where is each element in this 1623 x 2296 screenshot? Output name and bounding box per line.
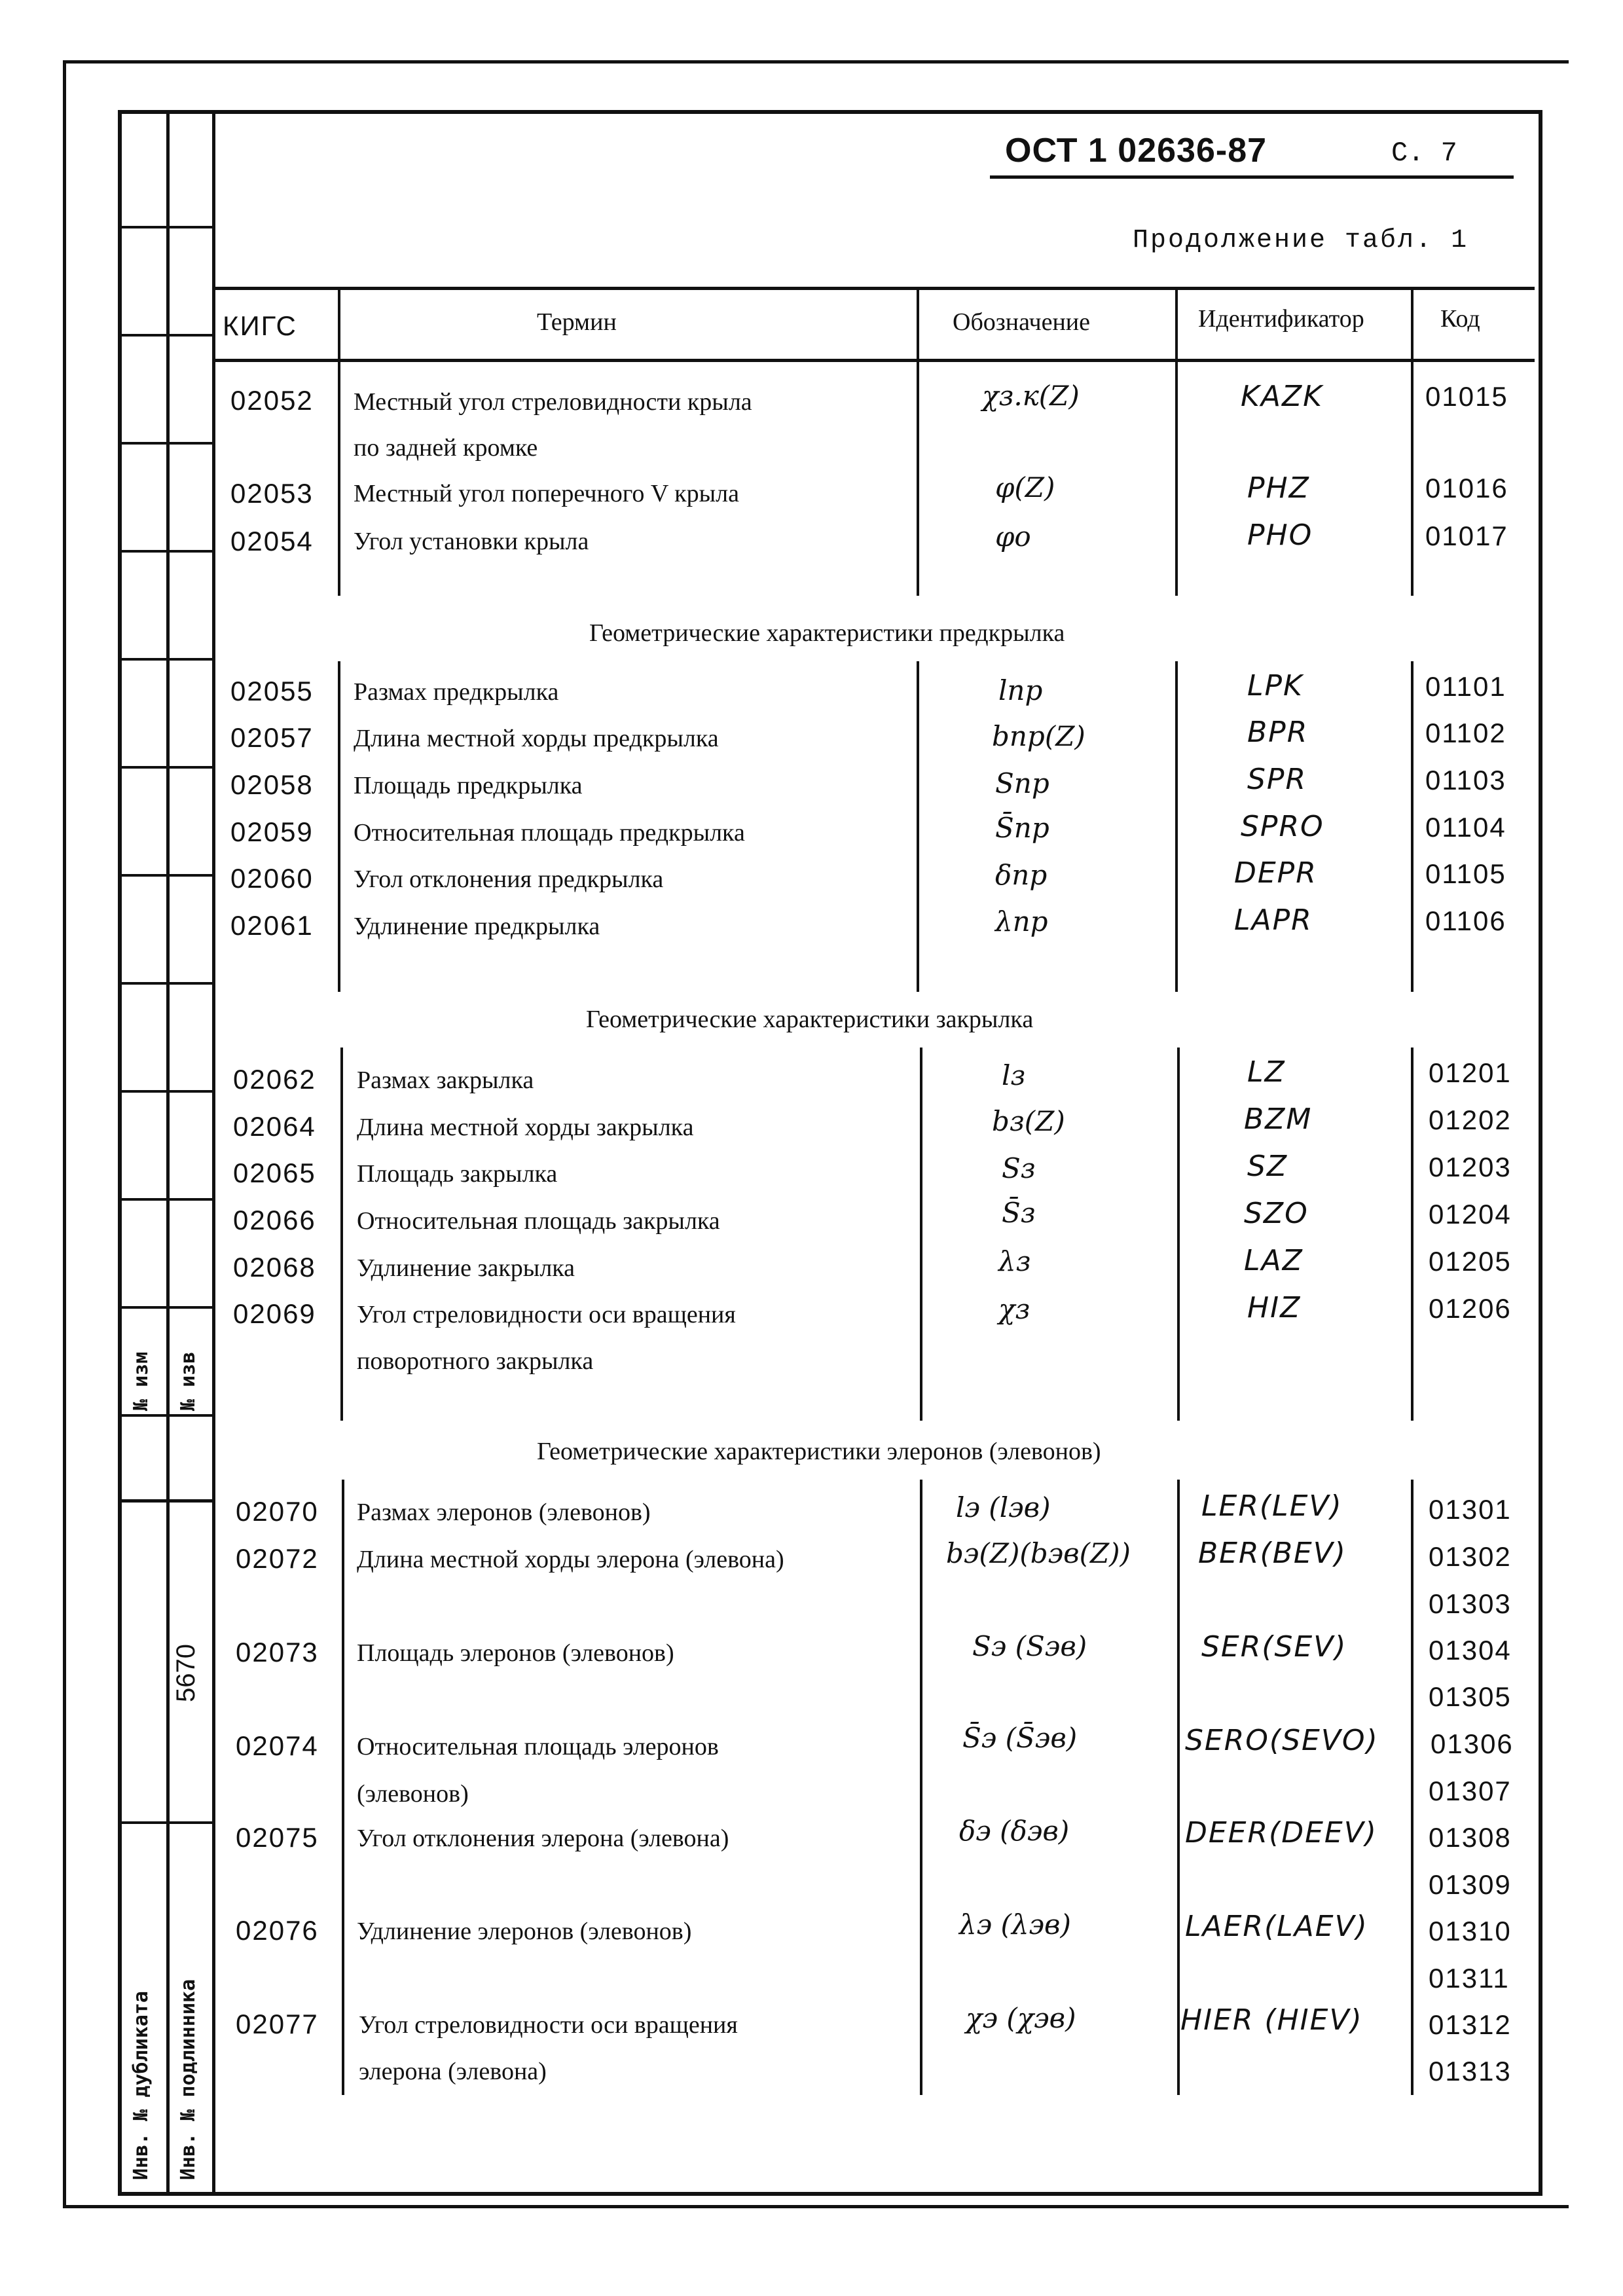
sidebar-original-inv-value: 5670 <box>172 1644 200 1702</box>
identifier-cell: KAZK <box>1241 380 1323 413</box>
kigs-cell: 02060 <box>230 863 314 894</box>
col-sep <box>338 661 340 992</box>
col-sep <box>338 360 340 596</box>
identifier-cell: HIER (HIEV) <box>1180 2003 1363 2037</box>
term-cell: Длина местной хорды предкрылка <box>354 725 719 752</box>
code-cell: 01206 <box>1429 1293 1512 1324</box>
code-cell: 01101 <box>1425 671 1506 702</box>
sidebar-divider-2 <box>212 110 215 2192</box>
code-cell: 01306 <box>1431 1728 1514 1759</box>
col-sep <box>338 288 340 360</box>
sidebar-tick <box>122 334 212 337</box>
kigs-cell: 02053 <box>230 478 314 509</box>
kigs-cell: 02065 <box>233 1157 316 1188</box>
term-cell: Относительная площадь предкрылка <box>354 819 745 847</box>
code-cell: 01307 <box>1429 1776 1512 1806</box>
sidebar-tick <box>122 550 212 553</box>
sidebar-change-no: № изм <box>130 1351 153 1411</box>
symbol-cell: lэ (lэв) <box>956 1491 1051 1523</box>
identifier-cell: SPR <box>1247 763 1307 796</box>
kigs-cell: 02064 <box>233 1111 316 1142</box>
kigs-cell: 02077 <box>236 2009 319 2039</box>
code-cell: 01309 <box>1429 1869 1512 1900</box>
term-cell: Местный угол поперечного V крыла <box>354 480 739 507</box>
col-sep <box>1175 288 1178 360</box>
code-cell: 01308 <box>1429 1822 1512 1853</box>
code-cell: 01016 <box>1425 473 1508 503</box>
sidebar-divider-1 <box>166 110 170 2192</box>
sidebar-tick <box>122 1306 212 1309</box>
sidebar-tick <box>122 226 212 228</box>
symbol-cell: bпр(Z) <box>992 720 1085 752</box>
identifier-cell: LAPR <box>1234 903 1313 937</box>
kigs-cell: 02070 <box>236 1496 319 1527</box>
term-cell: Угол отклонения элерона (элевона) <box>357 1825 729 1852</box>
col-sep <box>1175 661 1178 992</box>
sidebar-tick <box>122 1414 212 1417</box>
code-cell: 01105 <box>1425 858 1506 889</box>
term-cell: (элевонов) <box>357 1780 469 1808</box>
col-sep <box>917 288 919 360</box>
code-cell: 01311 <box>1429 1963 1510 1994</box>
code-cell: 01102 <box>1425 718 1506 748</box>
symbol-cell: λэ (λэв) <box>959 1908 1071 1941</box>
symbol-cell: δпр <box>995 859 1048 891</box>
symbol-cell: lз <box>1002 1059 1026 1091</box>
code-cell: 01015 <box>1425 381 1508 412</box>
outer-frame-bottom <box>63 2205 1569 2208</box>
term-cell: Угол отклонения предкрылка <box>354 866 664 893</box>
symbol-cell: bэ(Z)(bэв(Z)) <box>946 1537 1131 1569</box>
term-cell: Площадь элеронов (элевонов) <box>357 1639 674 1667</box>
col-header-code: Код <box>1440 305 1480 333</box>
symbol-cell: λпр <box>995 905 1048 938</box>
table-header-bottom-rule <box>212 359 1535 362</box>
kigs-cell: 02073 <box>236 1637 319 1667</box>
symbol-cell: Sпр <box>995 767 1049 799</box>
kigs-cell: 02066 <box>233 1205 316 1235</box>
code-cell: 01204 <box>1429 1199 1512 1230</box>
code-cell: 01205 <box>1429 1246 1512 1277</box>
identifier-cell: BZM <box>1244 1102 1313 1136</box>
kigs-cell: 02069 <box>233 1298 316 1329</box>
section-heading: Геометрические характеристики элеронов (элевонов) <box>537 1438 1101 1465</box>
term-cell: поворотного закрылка <box>357 1347 594 1375</box>
identifier-cell: LER(LEV) <box>1201 1489 1343 1523</box>
term-cell: Удлинение элеронов (элевонов) <box>357 1918 692 1945</box>
code-cell: 01302 <box>1429 1541 1512 1572</box>
col-sep <box>1177 1048 1180 1421</box>
col-sep <box>1411 1480 1413 2095</box>
identifier-cell: BPR <box>1247 716 1309 749</box>
term-cell: Размах элеронов (элевонов) <box>357 1499 651 1526</box>
term-cell: Удлинение закрылка <box>357 1254 575 1282</box>
kigs-cell: 02076 <box>236 1915 319 1946</box>
col-sep <box>1411 661 1413 992</box>
term-cell: Размах предкрылка <box>354 678 559 706</box>
page-number: С. 7 <box>1391 137 1457 169</box>
identifier-cell: HIZ <box>1247 1291 1302 1324</box>
identifier-cell: PHO <box>1247 519 1313 552</box>
kigs-cell: 02052 <box>230 385 314 416</box>
term-cell: Угол установки крыла <box>354 528 589 555</box>
col-header-term: Термин <box>537 308 617 336</box>
sidebar-tick <box>122 442 212 445</box>
kigs-cell: 02055 <box>230 676 314 706</box>
term-cell: Местный угол стреловидности крыла <box>354 388 752 416</box>
symbol-cell: χз <box>998 1293 1030 1325</box>
symbol-cell: S̄пр <box>995 812 1049 844</box>
identifier-cell: SPRO <box>1241 810 1324 843</box>
symbol-cell: λз <box>998 1245 1031 1277</box>
identifier-cell: PHZ <box>1247 471 1310 505</box>
code-cell: 01201 <box>1429 1057 1512 1088</box>
header-underline <box>990 175 1514 179</box>
col-sep <box>917 661 919 992</box>
term-cell: Длина местной хорды элерона (элевона) <box>357 1546 784 1573</box>
kigs-cell: 02057 <box>230 722 314 753</box>
symbol-cell: S̄з <box>1002 1197 1036 1229</box>
sidebar-tick <box>122 982 212 985</box>
identifier-cell: BER(BEV) <box>1198 1537 1347 1570</box>
term-cell: Угол стреловидности оси вращения <box>359 2011 738 2039</box>
identifier-cell: DEER(DEEV) <box>1185 1816 1377 1850</box>
sidebar-tick <box>122 874 212 877</box>
identifier-cell: SER(SEV) <box>1201 1630 1347 1664</box>
table-continuation: Продолжение табл. 1 <box>1133 226 1469 255</box>
identifier-cell: DEPR <box>1234 856 1317 890</box>
code-cell: 01106 <box>1425 905 1506 936</box>
sidebar-original-inv: Инв. № подлинника <box>177 1978 200 2180</box>
col-header-symbol: Обозначение <box>953 308 1090 336</box>
term-cell: Удлинение предкрылка <box>354 913 600 940</box>
col-header-kigs: КИГС <box>223 310 297 341</box>
sidebar-duplicate-inv: Инв. № дубликата <box>130 1991 153 2180</box>
symbol-cell: χэ (χэв) <box>966 2002 1076 2034</box>
code-cell: 01313 <box>1429 2056 1512 2086</box>
sidebar-tick <box>122 766 212 769</box>
symbol-cell: χз.к(Z) <box>982 380 1080 412</box>
code-cell: 01104 <box>1425 812 1506 843</box>
page-frame <box>118 110 1542 2196</box>
code-cell: 01203 <box>1429 1152 1512 1182</box>
symbol-cell: φo <box>995 520 1031 553</box>
identifier-cell: LPK <box>1247 669 1304 702</box>
col-sep <box>920 1048 922 1421</box>
symbol-cell: Sз <box>1002 1152 1036 1184</box>
section-heading: Геометрические характеристики закрылка <box>586 1006 1034 1033</box>
term-cell: Относительная площадь элеронов <box>357 1733 719 1760</box>
code-cell: 01303 <box>1429 1588 1512 1619</box>
symbol-cell: bз(Z) <box>992 1105 1065 1137</box>
code-cell: 01310 <box>1429 1916 1512 1946</box>
kigs-cell: 02058 <box>230 769 314 800</box>
kigs-cell: 02062 <box>233 1064 316 1095</box>
identifier-cell: LAER(LAEV) <box>1185 1910 1368 1943</box>
sidebar-block-separator <box>122 1499 212 1503</box>
col-sep <box>1411 360 1413 596</box>
term-cell: Относительная площадь закрылка <box>357 1207 720 1235</box>
kigs-cell: 02075 <box>236 1822 319 1853</box>
term-cell: Площадь закрылка <box>357 1160 558 1188</box>
sidebar-tick <box>122 1090 212 1093</box>
col-sep <box>1175 360 1178 596</box>
kigs-cell: 02074 <box>236 1730 319 1761</box>
col-sep <box>1177 1480 1180 2095</box>
outer-frame-left <box>63 60 66 2208</box>
term-cell: по задней кромке <box>354 434 538 462</box>
col-sep <box>917 360 919 596</box>
kigs-cell: 02068 <box>233 1252 316 1283</box>
sidebar-tick <box>122 1198 212 1201</box>
symbol-cell: δэ (δэв) <box>959 1815 1070 1847</box>
kigs-cell: 02059 <box>230 816 314 847</box>
sidebar-tick <box>122 1821 212 1824</box>
term-cell: элерона (элевона) <box>359 2058 547 2085</box>
kigs-cell: 02054 <box>230 526 314 556</box>
col-header-identifier: Идентификатор <box>1198 305 1364 333</box>
code-cell: 01017 <box>1425 520 1508 551</box>
code-cell: 01202 <box>1429 1104 1512 1135</box>
col-sep <box>920 1480 922 2095</box>
identifier-cell: SZO <box>1244 1197 1309 1230</box>
code-cell: 01301 <box>1429 1494 1512 1525</box>
document-code: ОСТ 1 02636-87 <box>1005 132 1267 170</box>
term-cell: Размах закрылка <box>357 1066 534 1094</box>
sidebar-tick <box>122 658 212 661</box>
outer-frame-top <box>63 60 1569 64</box>
section-heading: Геометрические характеристики предкрылка <box>589 619 1065 647</box>
symbol-cell: φ(Z) <box>995 471 1055 503</box>
term-cell: Площадь предкрылка <box>354 772 583 799</box>
col-sep <box>1411 1048 1413 1421</box>
term-cell: Длина местной хорды закрылка <box>357 1114 694 1141</box>
code-cell: 01305 <box>1429 1681 1512 1712</box>
col-sep <box>1411 288 1413 360</box>
symbol-cell: Sэ (Sэв) <box>972 1630 1087 1662</box>
identifier-cell: LAZ <box>1244 1244 1304 1277</box>
term-cell: Угол стреловидности оси вращения <box>357 1301 736 1328</box>
symbol-cell: lпр <box>998 674 1043 706</box>
code-cell: 01103 <box>1425 765 1506 795</box>
sidebar-notice-no: № изв <box>177 1351 200 1411</box>
identifier-cell: LZ <box>1247 1055 1286 1089</box>
code-cell: 01304 <box>1429 1635 1512 1666</box>
table-header-top-rule <box>212 287 1535 290</box>
kigs-cell: 02061 <box>230 910 314 941</box>
code-cell: 01312 <box>1429 2009 1512 2040</box>
kigs-cell: 02072 <box>236 1543 319 1574</box>
identifier-cell: SERO(SEVO) <box>1185 1724 1379 1757</box>
col-sep <box>342 1480 344 2095</box>
symbol-cell: S̄э (S̄эв) <box>962 1722 1078 1754</box>
col-sep <box>340 1048 343 1421</box>
identifier-cell: SZ <box>1247 1150 1288 1183</box>
